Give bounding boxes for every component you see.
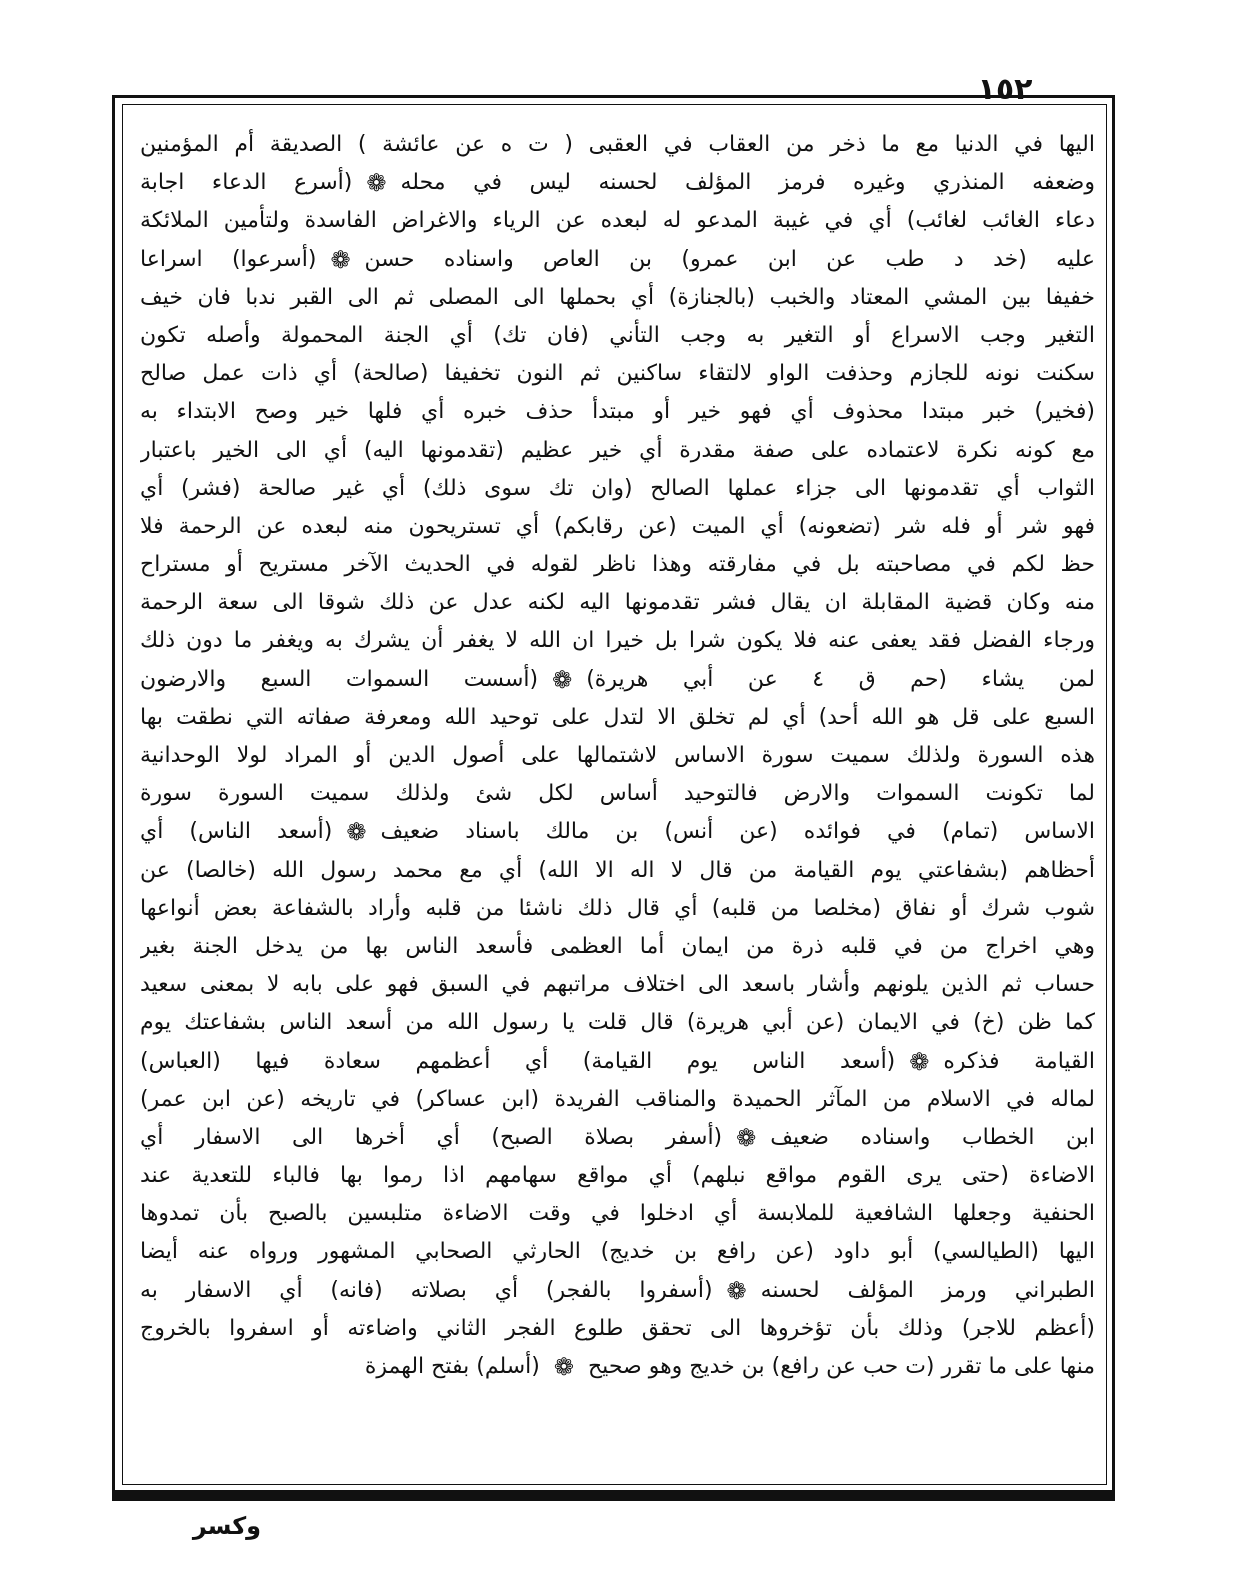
text-segment: هذه السورة ولذلك سميت سورة الاساس لاشتمالها على أصول الدين أو المراد لولا الوحدانية <box>140 743 1095 768</box>
text-segment: عليه (خد د طب عن ابن عمرو) بن العاص واسناده حسن <box>364 246 1095 272</box>
text-line <box>140 1081 1095 1119</box>
text-line <box>140 432 1095 470</box>
text-line <box>140 622 1095 660</box>
text-line <box>140 317 1095 355</box>
text-line <box>140 1272 1095 1310</box>
text-segment: (فخير) خبر مبتدا محذوف أي فهو خير أو مبتدأ حذف خبره أي فلها خير وصح الابتداء به <box>140 399 1095 425</box>
text-segment: (أسرعوا) اسراعا <box>140 246 317 272</box>
text-segment: منها على ما تقرر (ت حب عن رافع) بن خديج وهو صحيح <box>587 1354 1095 1380</box>
text-line <box>140 241 1095 279</box>
text-segment: سكنت نونه للجازم وحذفت الواو لالتقاء ساكنين ثم النون تخفيفا (صالحة) أي ذات عمل صالح <box>140 361 1095 387</box>
text-line <box>140 966 1095 1004</box>
section-ornament-icon: ❁ <box>330 245 351 274</box>
text-line <box>140 737 1095 775</box>
section-ornament-icon: ❁ <box>553 1353 574 1381</box>
section-ornament-icon: ❁ <box>552 665 573 694</box>
text-line <box>140 279 1095 317</box>
text-line <box>140 584 1095 622</box>
text-line <box>140 470 1095 508</box>
text-line <box>140 813 1095 851</box>
commentary-text-block <box>140 126 1095 1386</box>
text-segment: فهو شر أو فله شر (تضعونه) أي الميت (عن رقابكم) أي تستريحون منه لبعده عن الرحمة فلا <box>140 513 1095 539</box>
text-segment: القيامة فذكره <box>943 1048 1095 1074</box>
text-segment: الاساس (تمام) في فوائده (عن أنس) بن مالك باسناد ضعيف <box>380 819 1095 845</box>
text-segment: وضعفه المنذري وغيره فرمز المؤلف لحسنه ليس في محله <box>400 170 1095 196</box>
text-line <box>140 1119 1095 1157</box>
text-line <box>140 775 1095 813</box>
section-ornament-icon: ❁ <box>366 169 387 198</box>
section-ornament-icon: ❁ <box>736 1123 757 1152</box>
text-segment: (أسرع الدعاء اجابة <box>140 170 353 196</box>
text-segment: (أسلم) بفتح الهمزة <box>364 1354 540 1380</box>
text-segment: منه وكان قضية المقابلة ان يقال فشر تقدمونها اليه لكنه عدل عن ذلك شوقا الى سعة الرحمة <box>140 590 1095 616</box>
text-line <box>140 355 1095 393</box>
bottom-rule <box>112 1493 1115 1501</box>
text-segment: (أسفروا بالفجر) أي بصلاته (فانه) أي الاسفار به <box>140 1277 713 1303</box>
text-segment: السبع على قل هو الله أحد) أي لم تخلق الا لتدل على توحيد الله ومعرفة صفاته التي نطقت بها <box>140 704 1095 730</box>
text-line <box>140 1004 1095 1042</box>
text-segment: اليها في الدنيا مع ما ذخر من العقاب في العقبى ( ت ه عن عائشة ) الصديقة أم المؤمنين <box>140 132 1095 157</box>
text-segment: (أسعد الناس يوم القيامة) أي أعظمهم سعادة فيها (العباس) <box>140 1048 896 1074</box>
text-segment: (أسفر بصلاة الصبح) أي أخرها الى الاسفار أي <box>140 1124 723 1150</box>
text-segment: الثواب أي تقدمونها الى جزاء عملها الصالح (وان تك سوى ذلك) أي غير صالحة (فشر) أي <box>140 475 1095 501</box>
text-segment: ابن الخطاب واسناده ضعيف <box>770 1124 1095 1150</box>
text-segment: لمن يشاء (حم ق ٤ عن أبي هريرة) <box>586 666 1095 692</box>
text-line <box>140 890 1095 928</box>
text-line <box>140 508 1095 546</box>
text-line <box>140 126 1095 164</box>
text-line <box>140 1043 1095 1081</box>
text-segment: الطبراني ورمز المؤلف لحسنه <box>760 1277 1095 1303</box>
text-segment: حظ لكم في مصاحبته بل في مفارقته وهذا ناظر لقوله في الحديث الآخر مستريح أو مستراح <box>140 552 1095 578</box>
text-line <box>140 699 1095 737</box>
text-segment: وهي اخراج من في قلبه ذرة من ايمان أما العظمى فأسعد الناس بها من يدخل الجنة بغير <box>140 933 1095 959</box>
text-line <box>140 661 1095 699</box>
section-ornament-icon: ❁ <box>726 1276 747 1305</box>
text-line <box>140 1157 1095 1195</box>
text-segment: لماله في الاسلام من المآثر الحميدة والمناقب الفريدة (ابن عساكر) في تاريخه (عن ابن عمر) <box>140 1086 1095 1112</box>
text-segment: أحظاهم (بشفاعتي يوم القيامة من قال لا اله الا الله) أي مع محمد رسول الله (خالصا) عن <box>140 857 1095 883</box>
text-segment: الاضاءة (حتى يرى القوم مواقع نبلهم) أي مواقع سهامهم اذا رموا بها فالباء للتعدية عند <box>140 1163 1095 1189</box>
text-segment: مع كونه نكرة لاعتماده على صفة مقدرة أي خير عظيم (تقدمونها اليه) أي الى الخير باعتبار <box>140 437 1095 463</box>
text-line <box>140 928 1095 966</box>
text-line <box>140 1195 1095 1233</box>
text-segment: التغير وجب الاسراع أو التغير به وجب التأني (فان تك) أي الجنة المحمولة وأصله تكون <box>140 322 1095 348</box>
text-segment: اليها (الطيالسي) أبو داود (عن رافع بن خديج) الحارثي الصحابي المشهور ورواه عنه أيضا <box>140 1239 1095 1265</box>
page-number: ١٥٢ <box>977 72 1033 107</box>
text-segment: دعاء الغائب لغائب) أي في غيبة المدعو له لبعده عن الرياء والاغراض الفاسدة ولتأمين الملائكة <box>140 208 1095 234</box>
text-line <box>140 393 1095 431</box>
text-line <box>140 852 1095 890</box>
text-segment: (أعظم للاجر) وذلك بأن تؤخروها الى تحقق طلوع الفجر الثاني واضاءته أو اسفروا بالخروج <box>140 1315 1095 1341</box>
text-line <box>140 164 1095 202</box>
text-line <box>140 1310 1095 1348</box>
catchword: وكسر <box>192 1512 262 1540</box>
text-line <box>140 202 1095 240</box>
text-line <box>140 1233 1095 1271</box>
text-segment: ورجاء الفضل فقد يعفى عنه فلا يكون شرا بل خيرا ان الله لا يغفر أن يشرك به ويغفر ما دون ذلك <box>140 628 1095 654</box>
text-line <box>140 546 1095 584</box>
text-segment: الحنفية وجعلها الشافعية للملابسة أي ادخلوا في وقت الاضاءة متلبسين بالصبح بأن تمدوها <box>140 1201 1095 1227</box>
text-segment: حساب ثم الذين يلونهم وأشار باسعد الى اختلاف مراتبهم في السبق فهو على بابه لا بمعنى سعيد <box>140 972 1095 998</box>
text-segment: خفيفا بين المشي المعتاد والخبب (بالجنازة) أي بحملها الى المصلى ثم الى القبر ندبا فان خيف <box>140 284 1095 310</box>
text-segment: شوب شرك أو نفاق (مخلصا من قلبه) أي قال ذلك ناشئا من قلبه وأراد بالشفاعة بعض أنواعها <box>140 895 1095 921</box>
text-segment: (أسست السموات السبع والارضون <box>140 666 539 692</box>
text-segment: (أسعد الناس) أي <box>140 819 333 845</box>
text-segment: كما ظن (خ) في الايمان (عن أبي هريرة) قال قلت يا رسول الله من أسعد الناس بشفاعتك يوم <box>140 1010 1095 1036</box>
section-ornament-icon: ❁ <box>346 818 367 847</box>
text-segment: لما تكونت السموات والارض فالتوحيد أساس لكل شئ ولذلك سميت السورة سورة <box>140 781 1095 807</box>
section-ornament-icon: ❁ <box>909 1047 930 1076</box>
text-line <box>140 1348 1095 1386</box>
